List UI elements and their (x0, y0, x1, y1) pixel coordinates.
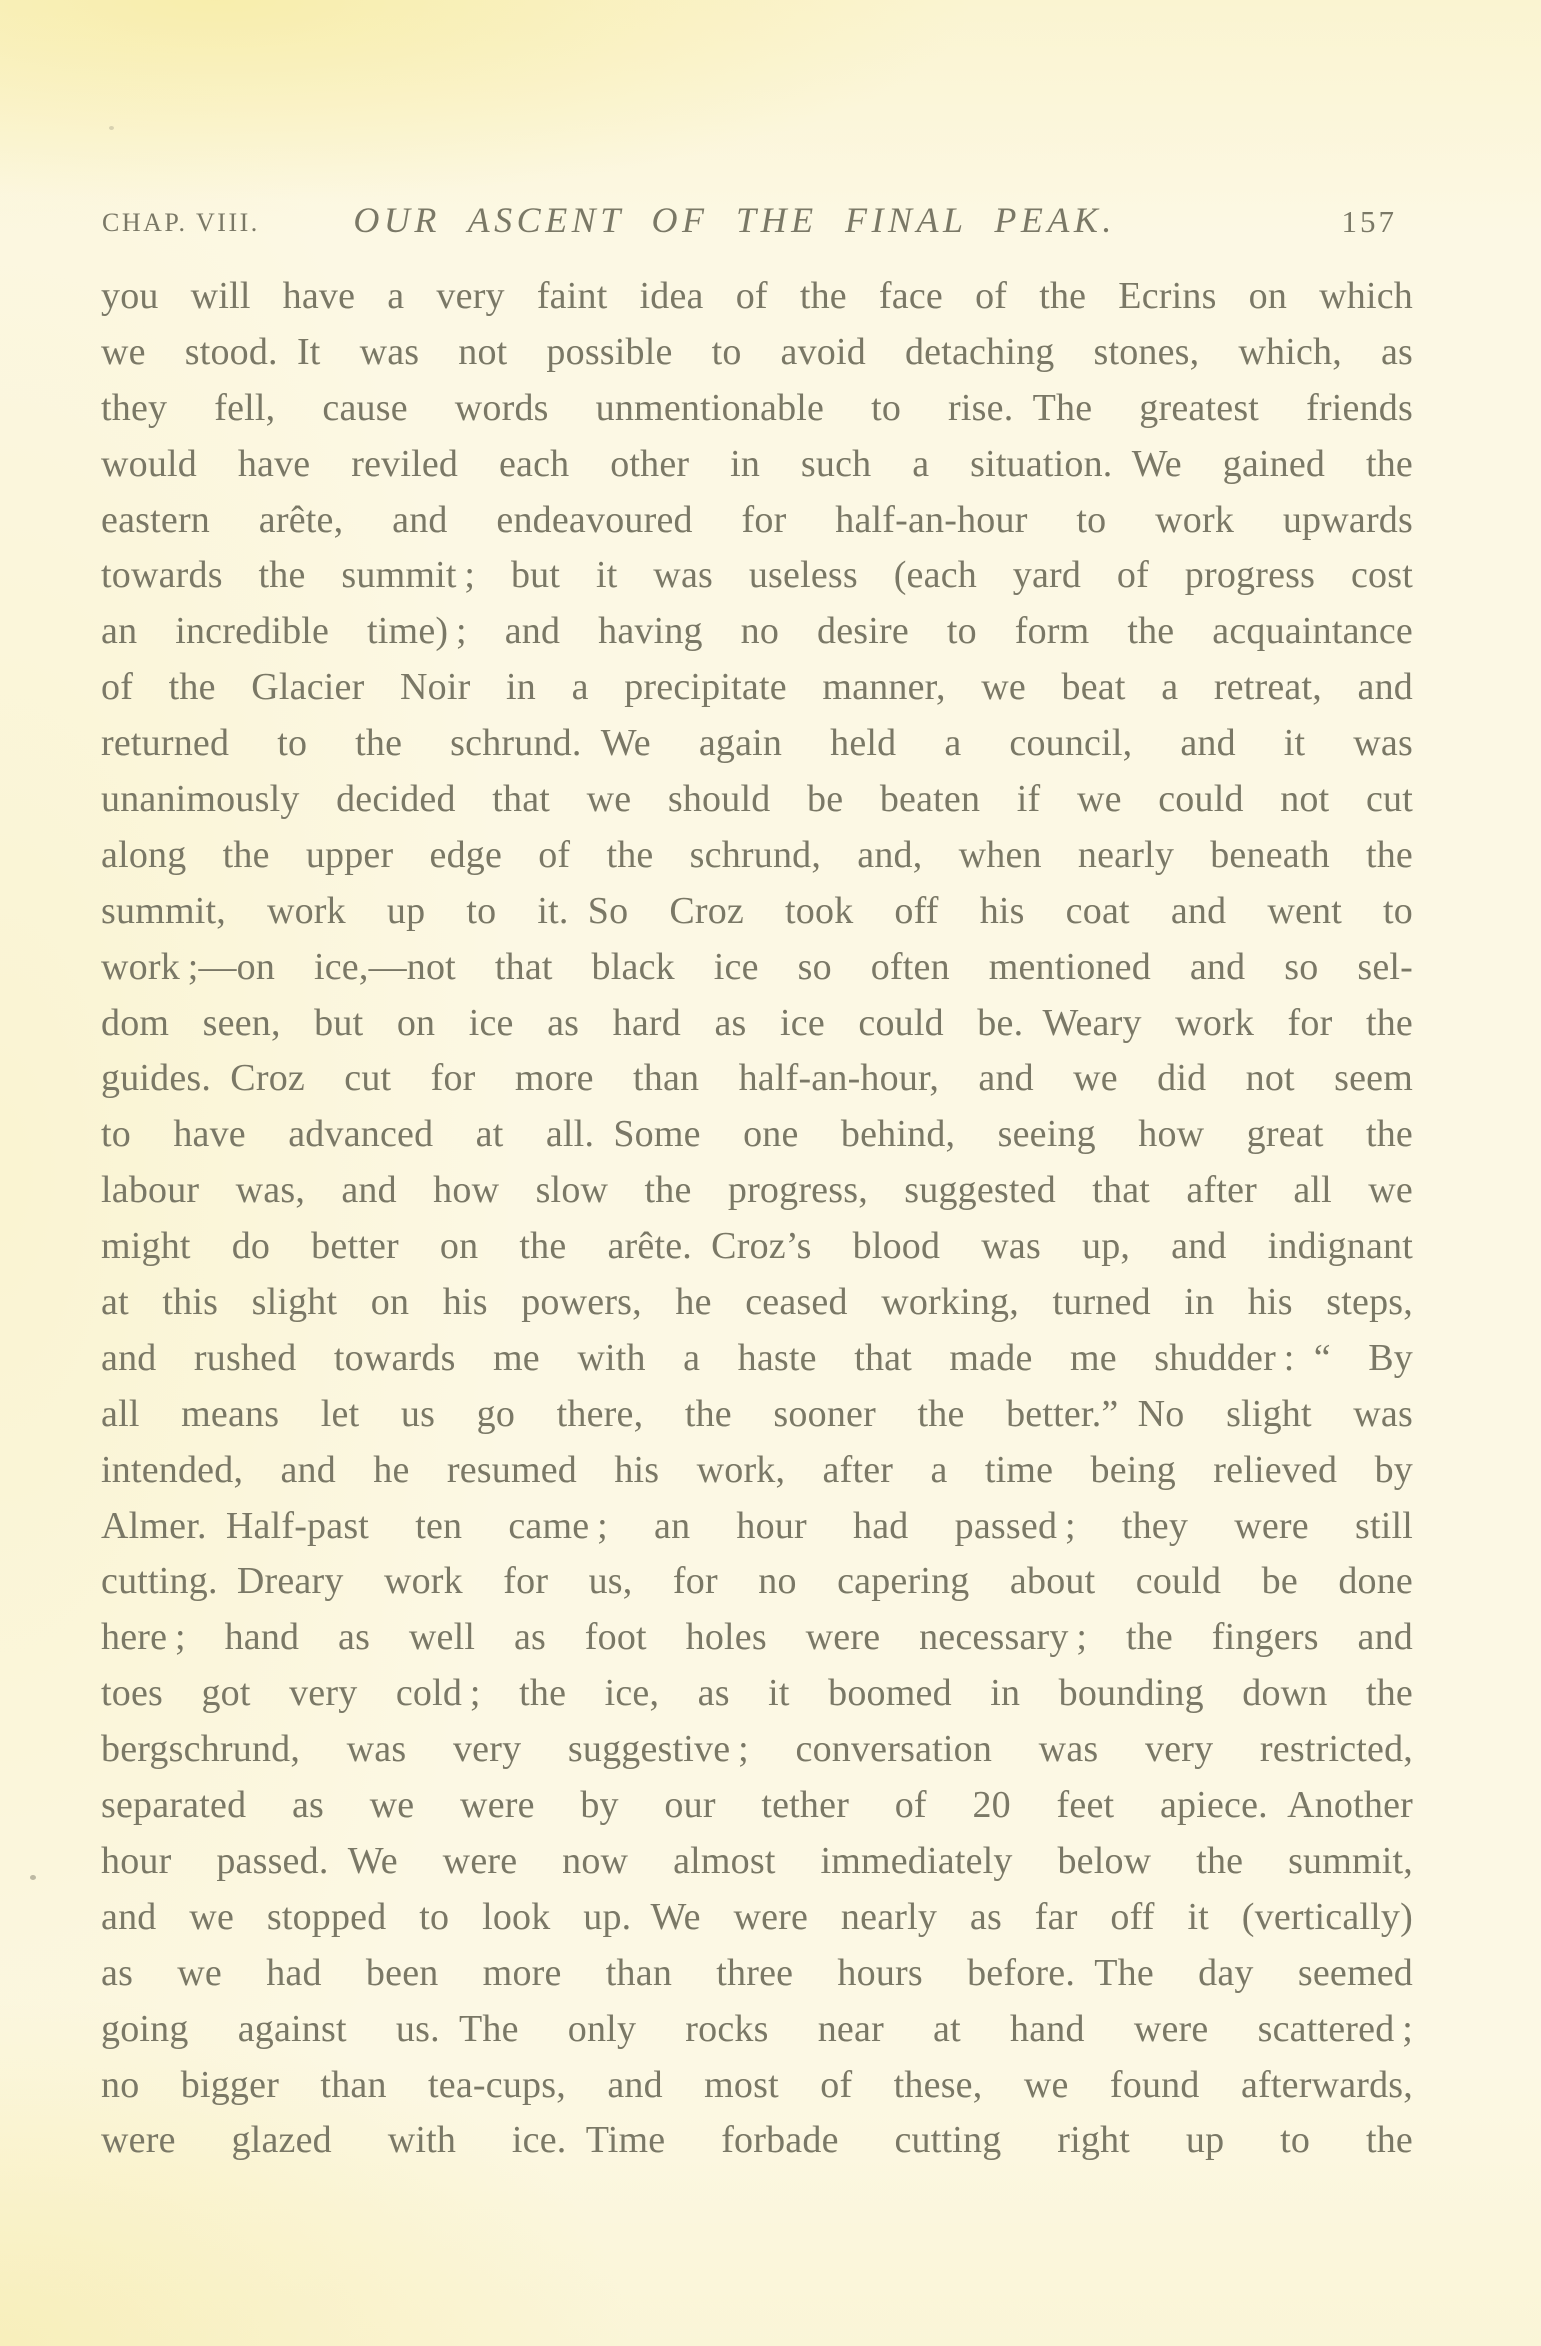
text-line: unanimously decided that we should be beaten if we could not cut (101, 778, 1413, 821)
text-line: bergschrund, was very suggestive ; conversation was very restricted, (101, 1728, 1413, 1771)
page-header (102, 196, 1413, 242)
text-line: towards the summit ; but it was useless (each yard of progress cost (101, 554, 1413, 597)
text-line: separated as we were by our tether of 20 feet apiece. Another (101, 1784, 1413, 1827)
text-line: summit, work up to it. So Croz took off his coat and went to (101, 889, 1413, 932)
page-number: 157 (1341, 204, 1397, 239)
text-line: and rushed towards me with a haste that made me shudder : “ By (101, 1336, 1413, 1379)
text-line: as we had been more than three hours before. The day seemed (101, 1951, 1413, 1994)
text-line: of the Glacier Noir in a precipitate manner, we beat a retreat, and (101, 666, 1413, 709)
text-line: cutting. Dreary work for us, for no capering about could be done (101, 1560, 1413, 1603)
text-line: no bigger than tea-cups, and most of these, we found afterwards, (101, 2063, 1413, 2106)
text-line: to have advanced at all. Some one behind, seeing how great the (101, 1113, 1413, 1156)
text-line: you will have a very faint idea of the face of the Ecrins on which (101, 275, 1413, 317)
text-line: were glazed with ice. Time forbade cutting right up to the (101, 2119, 1413, 2162)
text-line: labour was, and how slow the progress, suggested that after all we (101, 1169, 1413, 1212)
text-line: might do better on the arête. Croz’s blood was up, and indignant (101, 1225, 1413, 1268)
paper-speck (109, 126, 114, 130)
text-line: Almer. Half-past ten came ; an hour had passed ; they were still (101, 1504, 1413, 1547)
text-line: intended, and he resumed his work, after a time being relieved by (101, 1448, 1413, 1491)
chapter-label: CHAP. VIII. (102, 208, 260, 237)
text-line: dom seen, but on ice as hard as ice could be. Weary work for the (101, 1001, 1413, 1044)
text-line: eastern arête, and endeavoured for half-an-hour to work upwards (101, 498, 1413, 541)
text-line: work ;—on ice,—not that black ice so often mentioned and so sel- (101, 945, 1413, 988)
text-line: hour passed. We were now almost immediately below the summit, (101, 1839, 1413, 1882)
text-line: all means let us go there, the sooner the better.” No slight was (101, 1392, 1413, 1435)
text-line: here ; hand as well as foot holes were necessary ; the fingers and (101, 1616, 1413, 1659)
text-line: would have reviled each other in such a situation. We gained the (101, 442, 1413, 485)
page-text (101, 269, 1413, 2169)
text-line: guides. Croz cut for more than half-an-hour, and we did not seem (101, 1057, 1413, 1100)
text-line: at this slight on his powers, he ceased working, turned in his steps, (101, 1281, 1413, 1324)
running-title: OUR ASCENT OF THE FINAL PEAK. (353, 200, 1116, 240)
text-line: an incredible time) ; and having no desire to form the acquaintance (101, 610, 1413, 653)
text-line: along the upper edge of the schrund, and, when nearly beneath the (101, 833, 1413, 876)
paper-speck (30, 1875, 36, 1880)
text-line: going against us. The only rocks near at hand were scattered ; (101, 2007, 1413, 2050)
text-line: and we stopped to look up. We were nearly as far off it (vertically) (101, 1895, 1413, 1938)
text-line: toes got very cold ; the ice, as it boomed in bounding down the (101, 1672, 1413, 1715)
text-line: returned to the schrund. We again held a council, and it was (101, 722, 1413, 765)
text-line: we stood. It was not possible to avoid detaching stones, which, as (101, 330, 1413, 373)
text-line: they fell, cause words unmentionable to rise. The greatest friends (101, 386, 1413, 429)
